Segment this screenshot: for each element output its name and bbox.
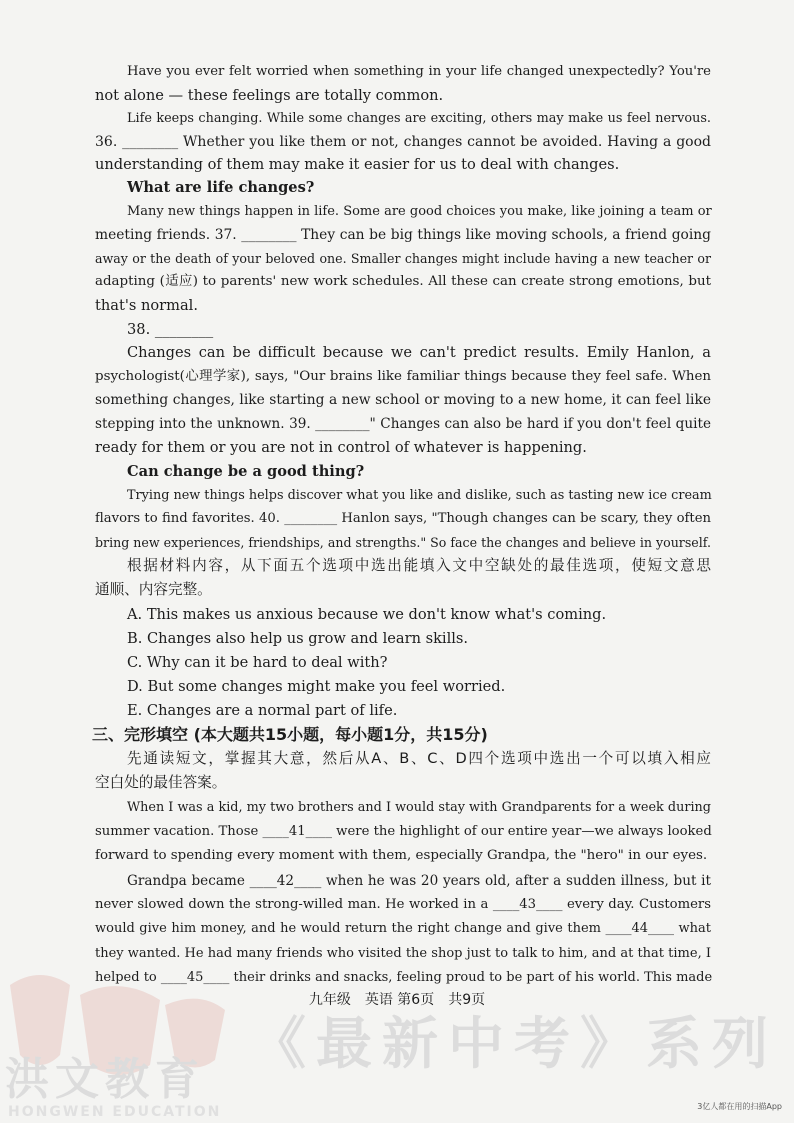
passage-line: When I was a kid, my two brothers and I would stay with Grandparents for a week during	[127, 800, 711, 815]
text-line: ready for them or you are not in control of whatever is happening.	[95, 439, 587, 456]
page-footer: 九年级 英语 第6页 共9页	[308, 992, 486, 1008]
text-line: Changes can be difficult because we can't predict results. Emily Hanlon, a	[127, 344, 711, 361]
text-line: Life keeps changing. While some changes are exciting, others may make us feel nervous.	[127, 111, 711, 126]
text-line: adapting (适应) to parents' new work schedules. All these can create strong emotions, but	[95, 274, 711, 289]
option-e: E. Changes are a normal part of life.	[127, 702, 398, 719]
text-line: understanding of them may make it easier for us to deal with changes.	[95, 156, 620, 173]
text-line: Trying new things helps discover what you like and dislike, such as tasting new ice cream	[127, 488, 712, 503]
text-line: Many new things happen in life. Some are good choices you make, like joining a team or	[127, 204, 712, 219]
blank-39-line: stepping into the unknown. 39. ________" Changes can also be hard if you don't feel quite	[95, 416, 711, 432]
text-line: that's normal.	[95, 297, 198, 314]
text-line: away or the death of your beloved one. Smaller changes might include having a new teacher or	[95, 251, 711, 266]
brand-watermark-cn: 洪文教育	[5, 1054, 205, 1105]
passage-line: summer vacation. Those ____41____ were the highlight of our entire year—we always looked	[95, 824, 712, 839]
section-heading: Can change be a good thing?	[127, 463, 365, 480]
passage-line: forward to spending every moment with them, especially Grandpa, the "hero" in our eyes.	[95, 848, 708, 863]
passage-line: would give him money, and he would return the right change and give them ____44____ what	[95, 921, 711, 936]
brand-watermark-en: HONGWEN EDUCATION	[8, 1104, 222, 1120]
scanner-note: 3亿人都在用的扫描App	[697, 1102, 782, 1111]
option-b: B. Changes also help us grow and learn skills.	[127, 630, 469, 647]
instruction-line: 先通读短文，掌握其大意，然后从A、B、C、D四个选项中选出一个可以填入相应	[127, 750, 711, 767]
option-a: A. This makes us anxious because we don't know what's coming.	[127, 606, 607, 623]
part-three-title: 三、完形填空 (本大题共15小题，每小题1分，共15分)	[92, 725, 488, 744]
instruction-line: 空白处的最佳答案。	[95, 774, 227, 791]
option-c: C. Why can it be hard to deal with?	[127, 654, 388, 671]
passage-line: helped to ____45____ their drinks and snacks, feeling proud to be part of his world. This made	[95, 970, 713, 985]
text-line: Have you ever felt worried when something in your life changed unexpectedly? You're	[127, 64, 711, 79]
text-line: bring new experiences, friendships, and strengths." So face the changes and believe in yourself.	[95, 535, 711, 550]
blank-40-line: flavors to find favorites. 40. ________ Hanlon says, "Though changes can be scary, they often	[95, 511, 711, 526]
blank-37-line: meeting friends. 37. ________ They can be big things like moving schools, a friend going	[95, 227, 711, 243]
section-heading: What are life changes?	[127, 179, 315, 196]
passage-line: Grandpa became ____42____ when he was 20 years old, after a sudden illness, but it	[127, 873, 711, 889]
text-line: psychologist(心理学家), says, "Our brains like familiar things because they feel safe. When	[95, 369, 711, 384]
option-d: D. But some changes might make you feel worried.	[127, 678, 506, 695]
instruction-line: 根据材料内容，从下面五个选项中选出能填入文中空缺处的最佳选项，使短文意思	[127, 557, 711, 574]
blank-36-line: 36. ________ Whether you like them or not, changes cannot be avoided. Having a good	[95, 134, 711, 150]
text-line: not alone — these feelings are totally common.	[95, 87, 444, 104]
passage-line: never slowed down the strong-willed man. He worked in a ____43____ every day. Customers	[95, 897, 711, 912]
text-line: something changes, like starting a new school or moving to a new home, it can feel like	[95, 392, 711, 408]
blank-38-line: 38. ________	[127, 321, 214, 338]
series-watermark: 《最新中考》系列	[250, 1012, 778, 1077]
passage-line: they wanted. He had many friends who visited the shop just to talk to him, and at that time, I	[95, 946, 711, 961]
instruction-line: 通顺、内容完整。	[95, 581, 212, 598]
